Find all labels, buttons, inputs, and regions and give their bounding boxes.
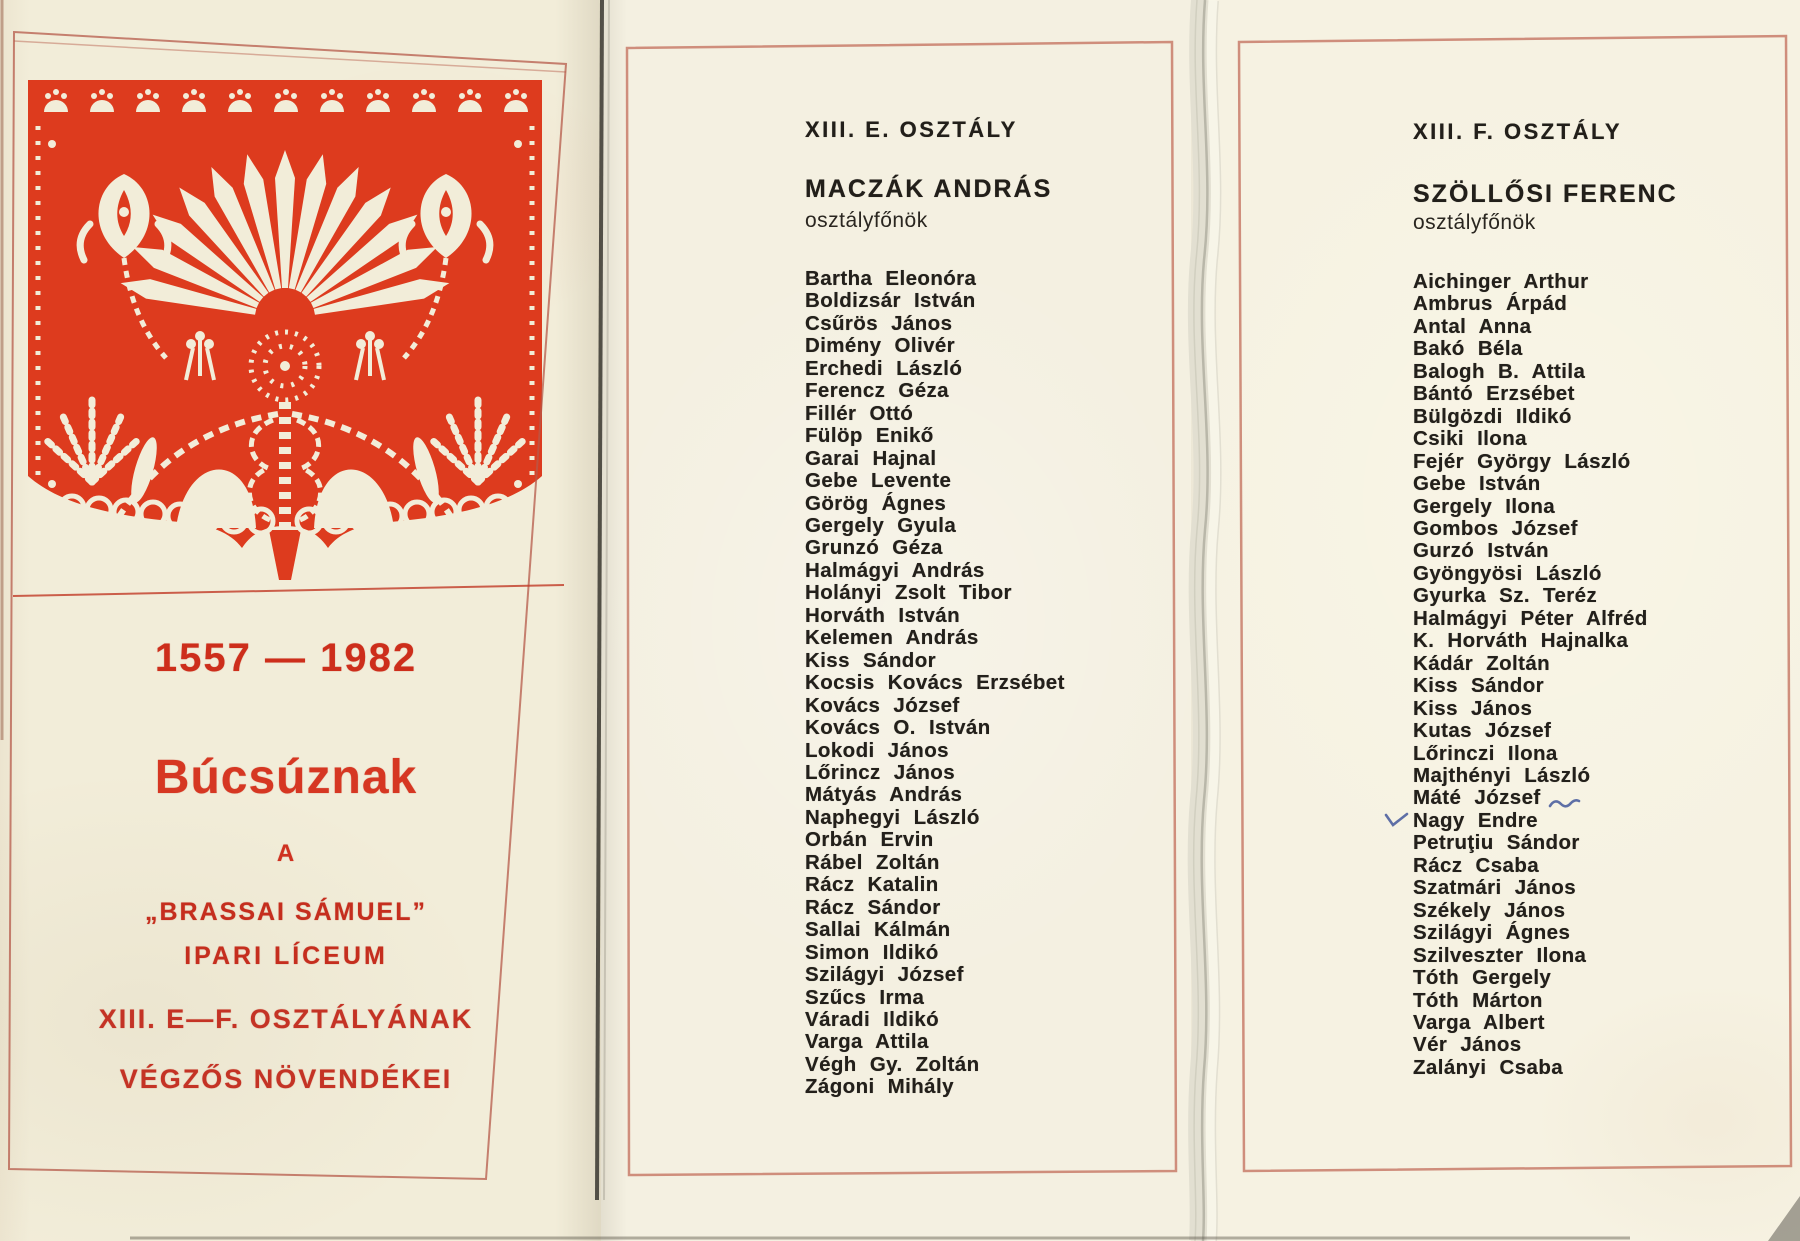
student-name: Fillér Ottó <box>805 401 914 425</box>
student-name: Rábel Zoltán <box>805 850 940 874</box>
student-name: K. Horváth Hajnalka <box>1413 629 1629 653</box>
student-name: Rácz Sándor <box>805 895 941 919</box>
student-name: Varga Attila <box>805 1030 929 1054</box>
student-name: Gergely Gyula <box>805 513 957 537</box>
student-name: Kovács O. István <box>805 716 991 740</box>
student-name: Lokodi János <box>805 738 949 762</box>
student-name: Görög Ágnes <box>805 491 947 515</box>
folk-ornament <box>28 80 542 580</box>
student-name: Kiss János <box>1413 696 1533 720</box>
student-name: Szűcs Irma <box>805 985 925 1009</box>
anniversary-years: 1557 — 1982 <box>154 636 418 680</box>
student-name: Lőrincz János <box>805 760 956 784</box>
student-name: Ambrus Árpád <box>1413 292 1568 316</box>
student-name: Bartha Eleonóra <box>805 267 977 290</box>
article-a: A <box>276 840 296 867</box>
student-name: Dimény Olivér <box>805 334 956 358</box>
student-name: Szilágyi József <box>805 963 964 987</box>
student-name: Holányi Zsolt Tibor <box>805 581 1012 605</box>
student-name: Szilveszter Ilona <box>1413 943 1587 967</box>
card-title: Búcsúznak <box>154 751 418 804</box>
student-name: Halmágyi Péter Alfréd <box>1413 606 1648 630</box>
student-name: Simon Ildikó <box>805 940 939 964</box>
student-name: Tóth Márton <box>1413 988 1543 1012</box>
class-f-student-list <box>1413 271 1648 1079</box>
school-name: „BRASSAI SÁMUEL” <box>144 898 427 926</box>
student-name: Kiss Sándor <box>805 648 937 672</box>
student-name: Grunzó Géza <box>805 536 943 560</box>
class-e-student-list <box>805 268 1065 1099</box>
class-e-teacher: MACZÁK ANDRÁS <box>805 175 1053 203</box>
student-name: Gebe Levente <box>805 469 952 493</box>
student-name: Kiss Sándor <box>1413 674 1545 698</box>
student-name: Kovács József <box>805 693 960 717</box>
class-f-heading: XIII. F. OSZTÁLY <box>1413 119 1623 144</box>
student-name: Gebe István <box>1413 472 1541 496</box>
student-name: Kutas József <box>1413 719 1552 743</box>
student-name: Varga Albert <box>1413 1010 1545 1034</box>
pen-mark-check <box>1384 812 1410 828</box>
student-name: Kocsis Kovács Erzsébet <box>805 671 1065 695</box>
student-name: Boldizsár István <box>805 289 976 313</box>
student-name: Fejér György László <box>1413 449 1631 473</box>
class-f-teacher: SZÖLLŐSI FERENC <box>1413 180 1678 208</box>
student-name: Gyöngyösi László <box>1413 561 1602 585</box>
student-name: Aichinger Arthur <box>1413 270 1589 293</box>
student-name: Fülöp Enikő <box>805 424 934 448</box>
student-name: Zágoni Mihály <box>805 1075 954 1099</box>
student-name: Nagy Endre <box>1413 808 1538 832</box>
student-name: Máté József <box>1413 786 1541 810</box>
student-name: Horváth István <box>805 603 960 627</box>
student-name: Petruţiu Sándor <box>1413 831 1580 855</box>
school-type: IPARI LÍCEUM <box>184 942 388 970</box>
closing-line: VÉGZŐS NÖVENDÉKEI <box>119 1064 453 1094</box>
student-name: Bakó Béla <box>1413 337 1523 361</box>
student-name: Mátyás András <box>805 783 963 807</box>
pen-mark-tilde <box>1548 795 1584 813</box>
class-e-teacher-role: osztályfőnök <box>805 209 928 232</box>
student-name: Gergely Ilona <box>1413 494 1556 518</box>
student-name: Orbán Ervin <box>805 828 934 852</box>
student-name: Rácz Katalin <box>805 873 939 897</box>
student-name: Csiki Ilona <box>1413 427 1527 451</box>
student-name: Szatmári János <box>1413 876 1576 900</box>
student-name: Majthényi László <box>1413 763 1591 787</box>
student-name: Tóth Gergely <box>1413 966 1552 990</box>
student-name: Kádár Zoltán <box>1413 651 1551 675</box>
student-name: Garai Hajnal <box>805 446 937 470</box>
student-name: Végh Gy. Zoltán <box>805 1052 980 1076</box>
class-f-teacher-role: osztályfőnök <box>1413 211 1536 234</box>
student-name: Zalányi Csaba <box>1413 1055 1564 1079</box>
student-name: Bántó Erzsébet <box>1413 382 1575 406</box>
student-name: Balogh B. Attila <box>1413 359 1586 383</box>
student-name: Gurzó István <box>1413 539 1549 563</box>
student-name: Rácz Csaba <box>1413 853 1540 877</box>
student-name: Lőrinczi Ilona <box>1413 741 1558 765</box>
class-designation: XIII. E—F. OSZTÁLYÁNAK <box>98 1004 474 1034</box>
student-name: Váradi Ildikó <box>805 1007 940 1031</box>
student-name: Csűrös János <box>805 311 953 335</box>
student-name: Halmágyi András <box>805 558 985 582</box>
class-e-heading: XIII. E. OSZTÁLY <box>805 117 1018 142</box>
student-name: Vér János <box>1413 1033 1522 1057</box>
student-name: Székely János <box>1413 898 1566 922</box>
student-name: Kelemen András <box>805 626 979 650</box>
student-name: Bülgözdi Ildikó <box>1413 404 1572 428</box>
student-name: Sallai Kálmán <box>805 918 951 942</box>
student-name: Naphegyi László <box>805 805 980 829</box>
student-name: Szilágyi Ágnes <box>1413 921 1571 945</box>
student-name: Ferencz Géza <box>805 379 949 403</box>
student-name: Antal Anna <box>1413 314 1532 338</box>
student-name: Gyurka Sz. Teréz <box>1413 584 1598 608</box>
student-name: Gombos József <box>1413 516 1578 540</box>
student-name: Erchedi László <box>805 356 963 380</box>
